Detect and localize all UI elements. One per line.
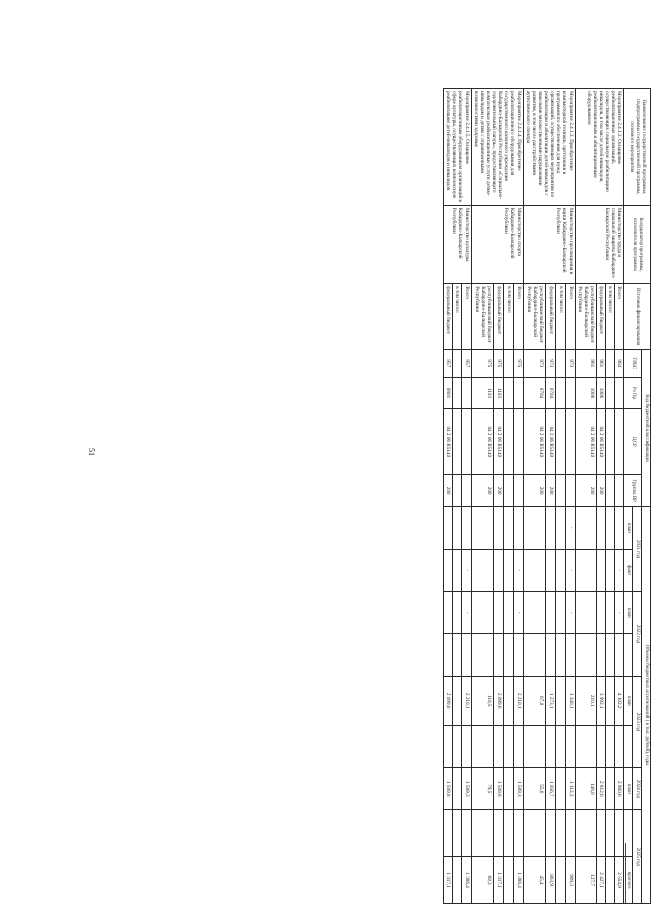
cell-2023-extra: [504, 725, 514, 767]
cell-2022-plan: [556, 591, 566, 633]
col-header-2023-extra: [624, 725, 633, 767]
cell-2022-fact: [523, 634, 546, 676]
cell-source: в том числе:: [606, 284, 615, 350]
cell-csr: [615, 409, 624, 475]
col-header-2023: 2023 год: [633, 676, 642, 767]
cell-2025-extra: [606, 810, 615, 857]
cell-rzpr: [615, 377, 624, 409]
cell-2021-plan: [546, 507, 556, 549]
cell-rzpr: [504, 377, 514, 409]
cell-2022-fact: [556, 634, 566, 676]
cell-2021-plan: [504, 507, 514, 549]
col-header-2025: 2025 год: [633, 810, 642, 904]
cell-csr: 04 2 06 R5140: [494, 409, 504, 475]
cell-csr: 04 2 06 R5140: [444, 409, 453, 475]
cell-rzpr: [513, 377, 523, 409]
col-header-rzpr: Рз Пр: [624, 377, 642, 409]
col-header-2022: 2022 год: [633, 591, 642, 676]
cell-csr: [565, 409, 575, 475]
cell-vr: 200: [444, 475, 453, 507]
cell-2021-plan: [471, 507, 494, 549]
cell-2025-prognoz: 2 554,9: [615, 857, 624, 904]
cell-2024-plan: 55,6: [523, 768, 546, 810]
cell-source: республиканский бюджет Кабардино-Балкарской Республики: [523, 284, 546, 350]
cell-2025-prognoz: 1 386,4: [462, 857, 471, 904]
col-header-source: Источник финансирования: [624, 284, 651, 350]
col-header-vr: Группа ВР: [624, 475, 642, 507]
cell-2021-plan: [453, 507, 462, 549]
cell-2021-fact: -: [615, 549, 624, 591]
cell-source: в том числе:: [556, 284, 566, 350]
col-header-name: Наименование государственной программы, подпрограммы государственной программы, основного мероприятия: [624, 89, 651, 206]
cell-2021-plan: -: [565, 507, 575, 549]
cell-2022-plan: [575, 591, 596, 633]
cell-2023-plan: 1 273,1: [546, 676, 556, 725]
cell-2021-fact: [523, 549, 546, 591]
cell-2022-plan: -: [513, 591, 523, 633]
measure-coordinator: Министерство труда и социальной защиты Кабардино-Балкарской Республики: [575, 205, 624, 284]
col-header-2024-plan: план: [624, 768, 633, 810]
cell-grbs: 961: [575, 350, 596, 378]
cell-source: Всего: [615, 284, 624, 350]
cell-2023-plan: [556, 676, 566, 725]
cell-2022-fact: [575, 634, 596, 676]
cell-grbs: 973: [523, 350, 546, 378]
cell-vr: 200: [596, 475, 605, 507]
cell-2024-plan: [556, 768, 566, 810]
col-header-2021-plan: план: [624, 507, 633, 549]
cell-2021-fact: [504, 549, 514, 591]
cell-rzpr: [606, 377, 615, 409]
cell-2025-prognoz: [453, 857, 462, 904]
cell-2025-prognoz: [556, 857, 566, 904]
cell-2025-extra: [565, 810, 575, 857]
cell-grbs: 975: [513, 350, 523, 378]
cell-csr: [556, 409, 566, 475]
cell-csr: [462, 409, 471, 475]
cell-grbs: [606, 350, 615, 378]
cell-2021-plan: [556, 507, 566, 549]
cell-vr: [556, 475, 566, 507]
cell-csr: 04 2 06 R5140: [471, 409, 494, 475]
col-header-grbs: ГРБС: [624, 350, 642, 378]
cell-2022-plan: -: [565, 591, 575, 633]
cell-2025-extra: [444, 810, 453, 857]
cell-source: в том числе:: [453, 284, 462, 350]
table-row: [462, 89, 471, 904]
cell-2023-extra: [453, 725, 462, 767]
budget-table: [443, 88, 651, 904]
cell-2022-fact: [513, 634, 523, 676]
cell-2025-prognoz: 127,7: [575, 857, 596, 904]
cell-2021-plan: [596, 507, 605, 549]
cell-2024-plan: 1 056,7: [546, 768, 556, 810]
cell-2024-plan: 2 960,6: [615, 768, 624, 810]
measure-name: Мероприятие 2.4.1.2. Оснащение реабилитационных организаций, осуществляющих социальную реабилитацию инвалидов, в том числе детей-инвалидов, реабилитационным и абилитационным оборудованием: [575, 89, 624, 206]
cell-2025-extra: [494, 810, 504, 857]
cell-vr: [606, 475, 615, 507]
cell-grbs: 973: [565, 350, 575, 378]
cell-rzpr: 1006: [596, 377, 605, 409]
cell-source: Всего: [462, 284, 471, 350]
cell-grbs: 957: [462, 350, 471, 378]
table-row: [615, 89, 624, 904]
cell-2021-fact: [575, 549, 596, 591]
cell-rzpr: [462, 377, 471, 409]
cell-2024-plan: [606, 768, 615, 810]
cell-grbs: [504, 350, 514, 378]
header-row-1: [642, 89, 651, 904]
cell-vr: 200: [523, 475, 546, 507]
rotated-page: [116, 88, 651, 904]
col-header-csr: ЦСР: [624, 409, 642, 475]
cell-2022-fact: [453, 634, 462, 676]
cell-2025-prognoz: 1 317,1: [444, 857, 453, 904]
cell-source: федеральный бюджет: [494, 284, 504, 350]
cell-vr: 200: [546, 475, 556, 507]
cell-2022-plan: [596, 591, 605, 633]
col-header-coordinator: Координатор программы, исполнители программы: [624, 205, 651, 284]
cell-2025-extra: [615, 810, 624, 857]
cell-2021-plan: [575, 507, 596, 549]
margin-mark: [625, 843, 636, 903]
cell-2025-extra: [556, 810, 566, 857]
cell-2021-fact: [471, 549, 494, 591]
cell-2023-extra: [556, 725, 566, 767]
cell-2021-fact: -: [462, 549, 471, 591]
cell-rzpr: 0704: [546, 377, 556, 409]
cell-2022-fact: [504, 634, 514, 676]
cell-vr: [565, 475, 575, 507]
cell-vr: 200: [494, 475, 504, 507]
cell-2023-plan: 2 099,6: [444, 676, 453, 725]
cell-2025-extra: [504, 810, 514, 857]
cell-2022-plan: -: [462, 591, 471, 633]
cell-rzpr: 1103: [494, 377, 504, 409]
cell-2021-fact: [453, 549, 462, 591]
cell-2023-extra: [513, 725, 523, 767]
cell-csr: 04 2 06 R5140: [575, 409, 596, 475]
cell-2023-extra: [606, 725, 615, 767]
cell-2024-plan: 148,0: [575, 768, 596, 810]
cell-2021-plan: [523, 507, 546, 549]
cell-2021-plan: [462, 507, 471, 549]
cell-csr: 04 2 06 R5140: [523, 409, 546, 475]
cell-grbs: 961: [596, 350, 605, 378]
cell-grbs: 975: [494, 350, 504, 378]
cell-2023-extra: [494, 725, 504, 767]
cell-rzpr: [556, 377, 566, 409]
col-header-2025-prognoz: прогноз: [624, 857, 633, 904]
cell-2023-extra: [565, 725, 575, 767]
col-header-2022-fact: [624, 634, 633, 676]
cell-2021-fact: [596, 549, 605, 591]
cell-vr: [615, 475, 624, 507]
cell-2024-plan: [453, 768, 462, 810]
cell-2023-extra: [546, 725, 556, 767]
cell-2024-plan: 1 112,3: [565, 768, 575, 810]
cell-2023-plan: 1 340,1: [565, 676, 575, 725]
cell-grbs: 973: [546, 350, 556, 378]
cell-grbs: 975: [471, 350, 494, 378]
cell-2023-extra: [615, 725, 624, 767]
cell-2023-plan: 110,5: [471, 676, 494, 725]
cell-2023-plan: 3 992,1: [596, 676, 605, 725]
cell-2022-plan: [444, 591, 453, 633]
cell-2022-plan: [471, 591, 494, 633]
cell-2023-extra: [523, 725, 546, 767]
cell-2025-prognoz: [504, 857, 514, 904]
cell-2023-plan: [453, 676, 462, 725]
cell-2021-fact: [546, 549, 556, 591]
cell-2022-fact: [444, 634, 453, 676]
cell-grbs: 957: [444, 350, 453, 378]
cell-2023-extra: [444, 725, 453, 767]
cell-2023-extra: [471, 725, 494, 767]
cell-2025-prognoz: 69,3: [471, 857, 494, 904]
measure-coordinator: Министерство просвещения и науки Кабардино-Балкарской Республики: [523, 205, 575, 284]
cell-csr: [513, 409, 523, 475]
cell-source: Всего: [565, 284, 575, 350]
cell-source: республиканский бюджет Кабардино-Балкарской Республики: [471, 284, 494, 350]
col-header-2023-plan: план: [624, 676, 633, 725]
cell-2021-plan: [444, 507, 453, 549]
col-header-2024: 2024 год: [633, 768, 642, 810]
cell-2022-plan: -: [615, 591, 624, 633]
cell-rzpr: 1006: [575, 377, 596, 409]
cell-2022-plan: [453, 591, 462, 633]
cell-2023-plan: 2 099,6: [494, 676, 504, 725]
cell-2022-fact: [471, 634, 494, 676]
cell-2022-fact: [596, 634, 605, 676]
measure-name: Мероприятие 2.4.1.3. Приобретение компьютерной техники, оргтехники и программного обеспечения для нужд организаций, осуществляющих мероприятия по реабилитации и абилитации детей-инвалидов с тяжелыми множественными нарушениями развития, в том числе расстройствами аутистического спектра: [523, 89, 575, 206]
cell-2021-fact: -: [565, 549, 575, 591]
cell-rzpr: 0801: [444, 377, 453, 409]
measure-name: Мероприятие 2.4.1.5. Оснащение реабилитационным оборудованием организаций в сфере культуры, осуществляющих комплексную реабилитацию детей-инвалидов и инвалидов: [444, 89, 472, 206]
cell-2025-extra: [453, 810, 462, 857]
cell-rzpr: [565, 377, 575, 409]
cell-2024-plan: 1 509,8: [444, 768, 453, 810]
cell-2021-plan: [494, 507, 504, 549]
cell-2022-fact: [565, 634, 575, 676]
cell-grbs: [453, 350, 462, 378]
cell-vr: [504, 475, 514, 507]
cell-vr: [513, 475, 523, 507]
cell-rzpr: 1103: [471, 377, 494, 409]
cell-2025-prognoz: 1 317,1: [494, 857, 504, 904]
cell-2024-plan: [504, 768, 514, 810]
cell-2025-prognoz: 2 427,1: [596, 857, 605, 904]
cell-2025-extra: [471, 810, 494, 857]
cell-2023-plan: 4 102,2: [615, 676, 624, 725]
cell-2021-fact: [606, 549, 615, 591]
cell-2023-plan: 2 210,1: [513, 676, 523, 725]
col-header-2022-plan: план: [624, 591, 633, 633]
cell-2021-plan: [513, 507, 523, 549]
cell-2023-plan: 210,1: [575, 676, 596, 725]
cell-rzpr: [453, 377, 462, 409]
cell-2021-fact: [494, 549, 504, 591]
cell-source: в том числе:: [504, 284, 514, 350]
cell-csr: 04 2 06 R5140: [596, 409, 605, 475]
cell-2021-fact: [444, 549, 453, 591]
cell-2025-extra: [523, 810, 546, 857]
cell-csr: [504, 409, 514, 475]
cell-grbs: [556, 350, 566, 378]
measure-coordinator: Министерство спорта Кабардино-Балкарской Республики: [471, 205, 523, 284]
cell-2023-extra: [575, 725, 596, 767]
measure-name: Мероприятие 2.4.1.4. Приобретение реабилитационного оборудования для государственного казенного учреждения Кабардино-Балкарской Республики «Социально-оздоровительный лагерь», предоставляющего комплексные реабилитационные услуги детям-инвалидам и детям с ограниченными возможностями здоровья: [471, 89, 523, 206]
cell-2022-plan: [504, 591, 514, 633]
cell-grbs: 964: [615, 350, 624, 378]
cell-2025-extra: [546, 810, 556, 857]
cell-source: федеральный бюджет: [444, 284, 453, 350]
cell-2025-prognoz: 909,3: [565, 857, 575, 904]
cell-vr: [453, 475, 462, 507]
cell-2021-plan: [615, 507, 624, 549]
cell-csr: [606, 409, 615, 475]
measure-coordinator: Министерство культуры Кабардино-Балкарской Республики: [444, 205, 472, 284]
col-header-2021: 2021 год: [633, 507, 642, 592]
cell-2022-plan: [523, 591, 546, 633]
cell-csr: [453, 409, 462, 475]
cell-source: Всего: [513, 284, 523, 350]
cell-2022-fact: [546, 634, 556, 676]
cell-vr: 200: [575, 475, 596, 507]
table-row: [565, 89, 575, 904]
cell-vr: [462, 475, 471, 507]
cell-2025-prognoz: 1 386,4: [513, 857, 523, 904]
cell-2024-plan: 2 812,6: [596, 768, 605, 810]
cell-2022-fact: [606, 634, 615, 676]
cell-source: федеральный бюджет: [546, 284, 556, 350]
page-number: 51: [87, 448, 96, 456]
cell-2023-plan: [606, 676, 615, 725]
cell-2023-extra: [462, 725, 471, 767]
cell-rzpr: 0704: [523, 377, 546, 409]
table-row: [513, 89, 523, 904]
cell-2025-prognoz: 45,4: [523, 857, 546, 904]
cell-2022-plan: [494, 591, 504, 633]
cell-2022-fact: [615, 634, 624, 676]
cell-2025-extra: [596, 810, 605, 857]
cell-2023-extra: [596, 725, 605, 767]
cell-2021-fact: [556, 549, 566, 591]
cell-2023-plan: 67,0: [523, 676, 546, 725]
cell-2023-plan: [504, 676, 514, 725]
cell-2024-plan: 1 589,3: [513, 768, 523, 810]
cell-2021-fact: -: [513, 549, 523, 591]
cell-source: федеральный бюджет: [596, 284, 605, 350]
cell-2022-fact: [494, 634, 504, 676]
cell-2025-prognoz: [606, 857, 615, 904]
cell-2021-plan: [606, 507, 615, 549]
cell-csr: 04 2 06 R5140: [546, 409, 556, 475]
cell-2025-prognoz: 863,9: [546, 857, 556, 904]
col-header-volumes: Объемы бюджетных ассигнований ( в тыс. рублей), годы: [642, 507, 651, 904]
cell-2025-extra: [462, 810, 471, 857]
cell-2025-extra: [513, 810, 523, 857]
cell-2024-plan: 79,5: [471, 768, 494, 810]
cell-2022-plan: [546, 591, 556, 633]
cell-2022-plan: [606, 591, 615, 633]
cell-2024-plan: 1 509,8: [494, 768, 504, 810]
cell-source: республиканский бюджет Кабардино-Балкарской Республики: [575, 284, 596, 350]
cell-2024-plan: 1 589,3: [462, 768, 471, 810]
col-header-budget-code: Код бюджетной классификации: [642, 350, 651, 507]
cell-2022-fact: [462, 634, 471, 676]
col-header-2021-fact: факт: [624, 549, 633, 591]
cell-vr: 200: [471, 475, 494, 507]
cell-2023-plan: 2 210,1: [462, 676, 471, 725]
cell-2025-extra: [575, 810, 596, 857]
